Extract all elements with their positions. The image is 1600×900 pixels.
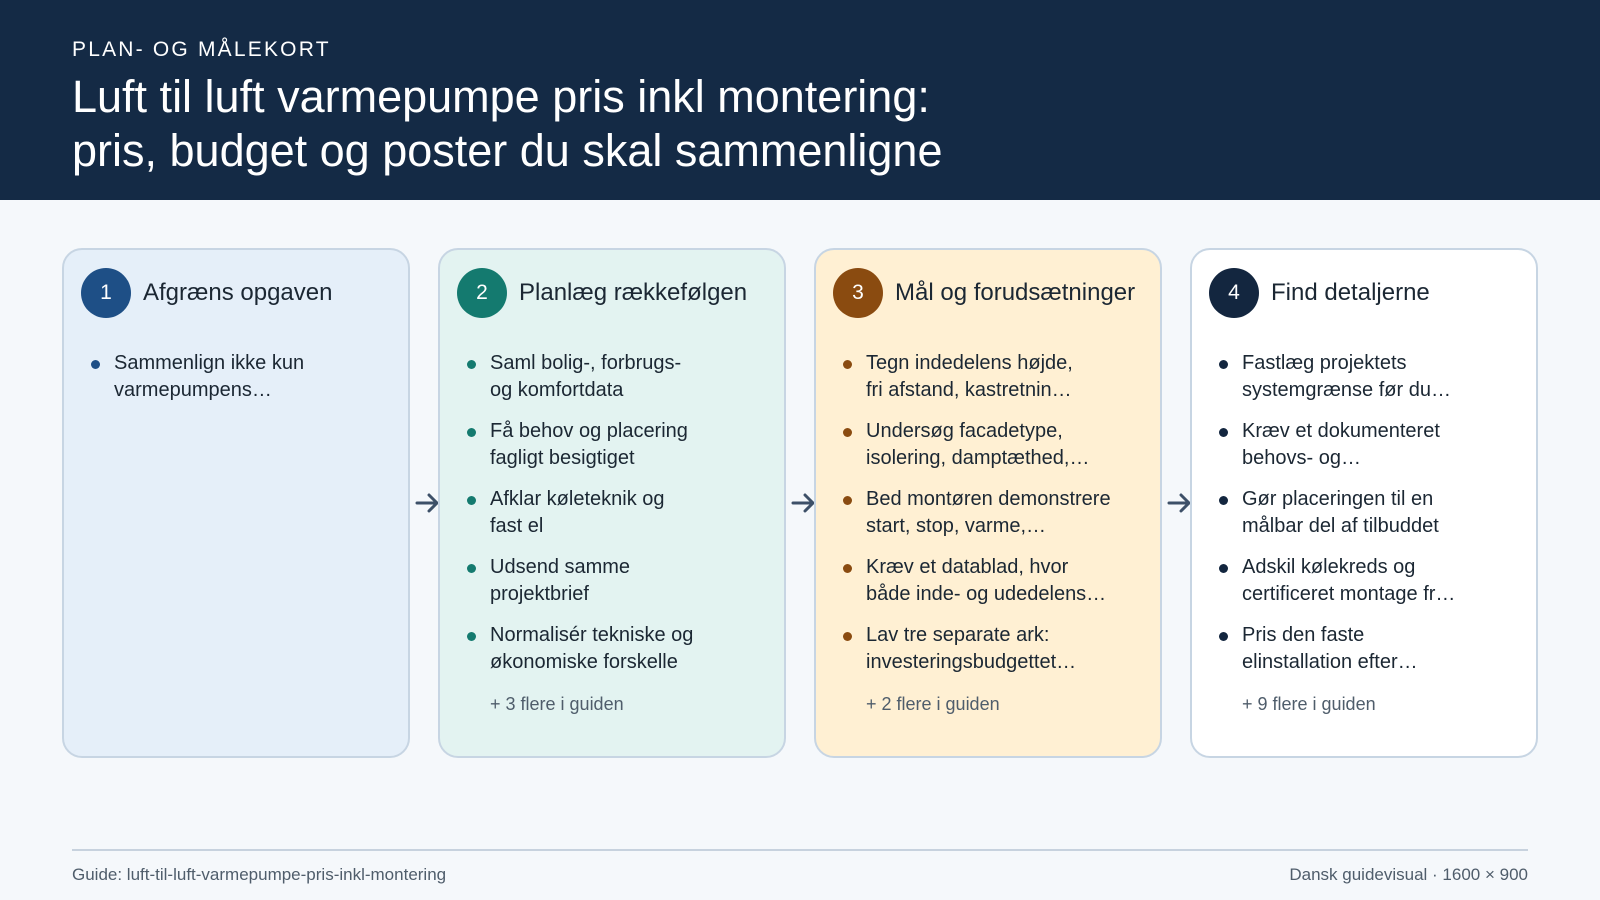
list-item: Kræv et datablad, hvor både inde- og udedelens… [842,554,1152,608]
bullet-icon [843,360,852,369]
bullet-icon [467,428,476,437]
bullet-icon [1219,360,1228,369]
step-title: Afgræns opgaven [143,279,333,306]
bullet-icon [1219,496,1228,505]
step-card-2 [438,248,786,758]
step-bullet-list [842,350,1152,690]
step-card-4 [1190,248,1538,758]
step-title: Find detaljerne [1271,279,1430,306]
page-title-line: Luft til luft varmepumpe pris inkl montering: [72,71,930,122]
page-title [72,70,1192,178]
list-item: Kræv et dokumenteret behovs- og… [1218,418,1528,472]
step-card-1 [62,248,410,758]
list-item: Normalisér tekniske og økonomiske forskelle [466,622,776,676]
list-item: Gør placeringen til en målbar del af tilbuddet [1218,486,1528,540]
bullet-icon [843,564,852,573]
list-item: Adskil kølekreds og certificeret montage fr… [1218,554,1528,608]
footer-caption: Dansk guidevisual · 1600 × 900 [1289,865,1528,884]
list-item: Saml bolig-, forbrugs- og komfortdata [466,350,776,404]
bullet-icon [467,360,476,369]
step-number-badge: 2 [457,268,507,318]
list-item: Pris den faste elinstallation efter… [1218,622,1528,676]
footer-divider [72,849,1528,851]
list-item: Udsend samme projektbrief [466,554,776,608]
header-kicker: PLAN- OG MÅLEKORT [72,38,331,61]
list-item: Lav tre separate ark: investeringsbudgettet… [842,622,1152,676]
bullet-icon [843,632,852,641]
step-title: Planlæg rækkefølgen [519,279,748,306]
step-number-badge: 4 [1209,268,1259,318]
step-number-badge: 3 [833,268,883,318]
list-item: Afklar køleteknik og fast el [466,486,776,540]
step-bullet-list [1218,350,1528,690]
more-in-guide-note: + 3 flere i guiden [490,694,624,714]
list-item: Få behov og placering fagligt besigtiget [466,418,776,472]
step-card-3 [814,248,1162,758]
bullet-icon [1219,564,1228,573]
list-item: Bed montøren demonstrere start, stop, varme,… [842,486,1152,540]
page-title-line: pris, budget og poster du skal sammenligne [72,125,943,176]
bullet-icon [91,360,100,369]
list-item: Fastlæg projektets systemgrænse før du… [1218,350,1528,404]
bullet-icon [467,496,476,505]
step-bullet-list [90,350,400,418]
more-in-guide-note: + 9 flere i guiden [1242,694,1376,714]
step-title: Mål og forudsætninger [895,279,1136,306]
list-item: Undersøg facadetype, isolering, damptæthed,… [842,418,1152,472]
list-item: Sammenlign ikke kun varmepumpens… [90,350,400,404]
step-bullet-list [466,350,776,690]
bullet-icon [467,632,476,641]
bullet-icon [1219,428,1228,437]
bullet-icon [1219,632,1228,641]
bullet-icon [843,428,852,437]
bullet-icon [467,564,476,573]
footer-guide-slug: Guide: luft-til-luft-varmepumpe-pris-inkl-montering [72,865,447,884]
bullet-icon [843,496,852,505]
more-in-guide-note: + 2 flere i guiden [866,694,1000,714]
header-banner [0,0,1600,200]
list-item: Tegn indedelens højde, fri afstand, kastretnin… [842,350,1152,404]
step-number-badge: 1 [81,268,131,318]
